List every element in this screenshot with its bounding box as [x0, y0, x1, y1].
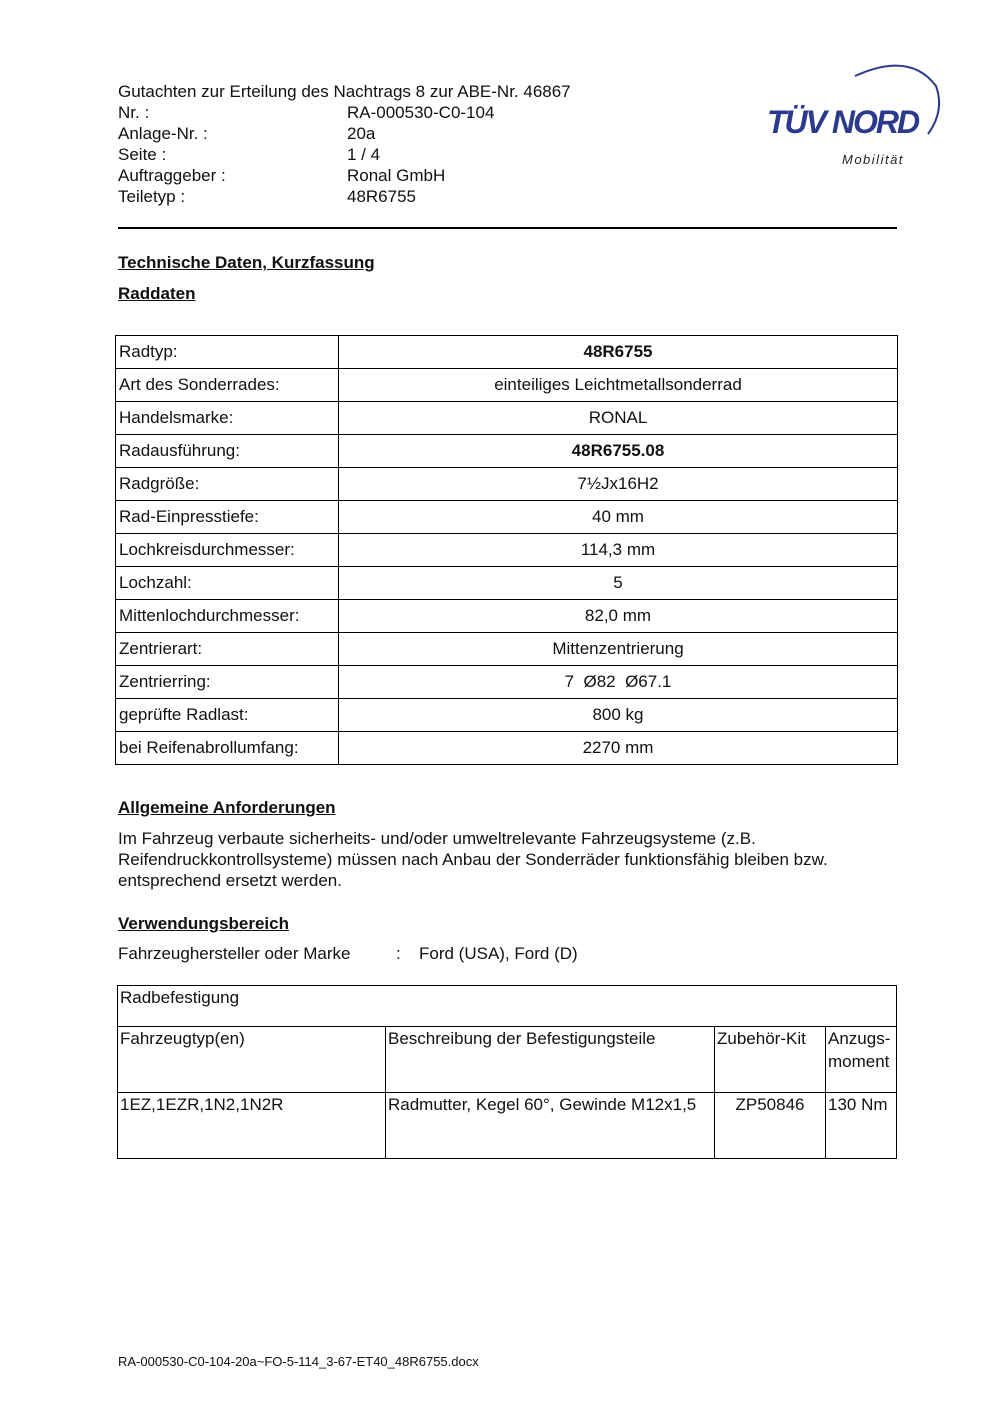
logo-brand: TÜV NORD [767, 104, 919, 140]
spec-label: Lochzahl: [116, 567, 339, 600]
column-header: Fahrzeugtyp(en) [118, 1027, 386, 1093]
document-title: Gutachten zur Erteilung des Nachtrags 8 zur ABE-Nr. 46867 [118, 82, 571, 101]
spec-label: Art des Sonderrades: [116, 369, 339, 402]
table-row [116, 435, 898, 468]
spec-label: Radausführung: [116, 435, 339, 468]
spec-value: 2270 mm [339, 732, 898, 765]
cell-torque: 130 Nm [826, 1093, 897, 1159]
spec-value: 5 [339, 567, 898, 600]
spec-label: Lochkreisdurchmesser: [116, 534, 339, 567]
spec-label: Mittenlochdurchmesser: [116, 600, 339, 633]
spec-label: Zentrierring: [116, 666, 339, 699]
mount-table-title: Radbefestigung [118, 986, 897, 1027]
section-allgemeine-anforderungen: Allgemeine Anforderungen [118, 798, 336, 817]
spec-label: Handelsmarke: [116, 402, 339, 435]
spec-value: 114,3 mm [339, 534, 898, 567]
table-row [116, 534, 898, 567]
verwendung-label: Fahrzeughersteller oder Marke [118, 944, 351, 963]
header-value-auftraggeber: Ronal GmbH [347, 166, 446, 185]
table-header-row [118, 1027, 897, 1093]
spec-value: 48R6755 [339, 336, 898, 369]
table-row [116, 468, 898, 501]
spec-label: Zentrierart: [116, 633, 339, 666]
spec-value: 40 mm [339, 501, 898, 534]
allgemein-paragraph: Im Fahrzeug verbaute sicherheits- und/oder umweltrelevante Fahrzeugsysteme (z.B. Reifendruckkontrollsysteme) müssen nach Anbau der Sonderräder funktionsfähig bleiben bzw. entsprechend ersetzt werden. [118, 829, 828, 890]
header-label-anlage: Anlage-Nr. : [118, 124, 208, 143]
table-row [116, 402, 898, 435]
column-header: Beschreibung der Befestigungsteile [386, 1027, 715, 1093]
header-label-teiletyp: Teiletyp : [118, 187, 186, 206]
table-row [116, 501, 898, 534]
table-row [116, 600, 898, 633]
section-verwendungsbereich: Verwendungsbereich [118, 914, 289, 933]
spec-value: einteiliges Leichtmetallsonderrad [339, 369, 898, 402]
header-value-anlage: 20a [347, 124, 376, 143]
verwendung-separator: : [396, 944, 401, 963]
section-technische-daten: Technische Daten, Kurzfassung [118, 253, 375, 272]
table-row [116, 567, 898, 600]
header-label-auftraggeber: Auftraggeber : [118, 166, 226, 185]
verwendung-value: Ford (USA), Ford (D) [419, 944, 578, 963]
column-header-moment [826, 1027, 897, 1093]
spec-value: RONAL [339, 402, 898, 435]
tuv-nord-logo [760, 56, 945, 176]
cell-description: Radmutter, Kegel 60°, Gewinde M12x1,5 [386, 1093, 715, 1159]
cell-types: 1EZ,1EZR,1N2,1N2R [118, 1093, 386, 1159]
spec-label: Rad-Einpresstiefe: [116, 501, 339, 534]
radbefestigung-table [117, 985, 897, 1159]
spec-label: Radtyp: [116, 336, 339, 369]
logo-subtitle: Mobilität [842, 152, 904, 167]
spec-value: 800 kg [339, 699, 898, 732]
cell-kit: ZP50846 [715, 1093, 826, 1159]
header-divider [118, 227, 897, 229]
spec-label: geprüfte Radlast: [116, 699, 339, 732]
table-row [116, 699, 898, 732]
footer-filename: RA-000530-C0-104-20a~FO-5-114_3-67-ET40_48R6755.docx [118, 1354, 479, 1369]
header-value-teiletyp: 48R6755 [347, 187, 417, 206]
header-label-seite: Seite : [118, 145, 167, 164]
table-row [116, 666, 898, 699]
spec-label: Radgröße: [116, 468, 339, 501]
spec-value: Mittenzentrierung [339, 633, 898, 666]
table-row [116, 369, 898, 402]
spec-value: 7½Jx16H2 [339, 468, 898, 501]
table-row [118, 1093, 897, 1159]
table-row [118, 986, 897, 1027]
table-row [116, 336, 898, 369]
column-header-line: Anzugs- [828, 1029, 891, 1048]
table-row [116, 633, 898, 666]
header-value-nr: RA-000530-C0-104 [347, 103, 495, 122]
spec-value: 48R6755.08 [339, 435, 898, 468]
section-raddaten: Raddaten [118, 284, 196, 303]
raddaten-table [115, 335, 898, 765]
table-row [116, 732, 898, 765]
spec-value: 7 Ø82 Ø67.1 [339, 666, 898, 699]
header-label-nr: Nr. : [118, 103, 150, 122]
column-header-line: moment [828, 1052, 890, 1071]
spec-label: bei Reifenabrollumfang: [116, 732, 339, 765]
column-header: Zubehör-Kit [715, 1027, 826, 1093]
spec-value: 82,0 mm [339, 600, 898, 633]
header-value-seite: 1 / 4 [347, 145, 381, 164]
